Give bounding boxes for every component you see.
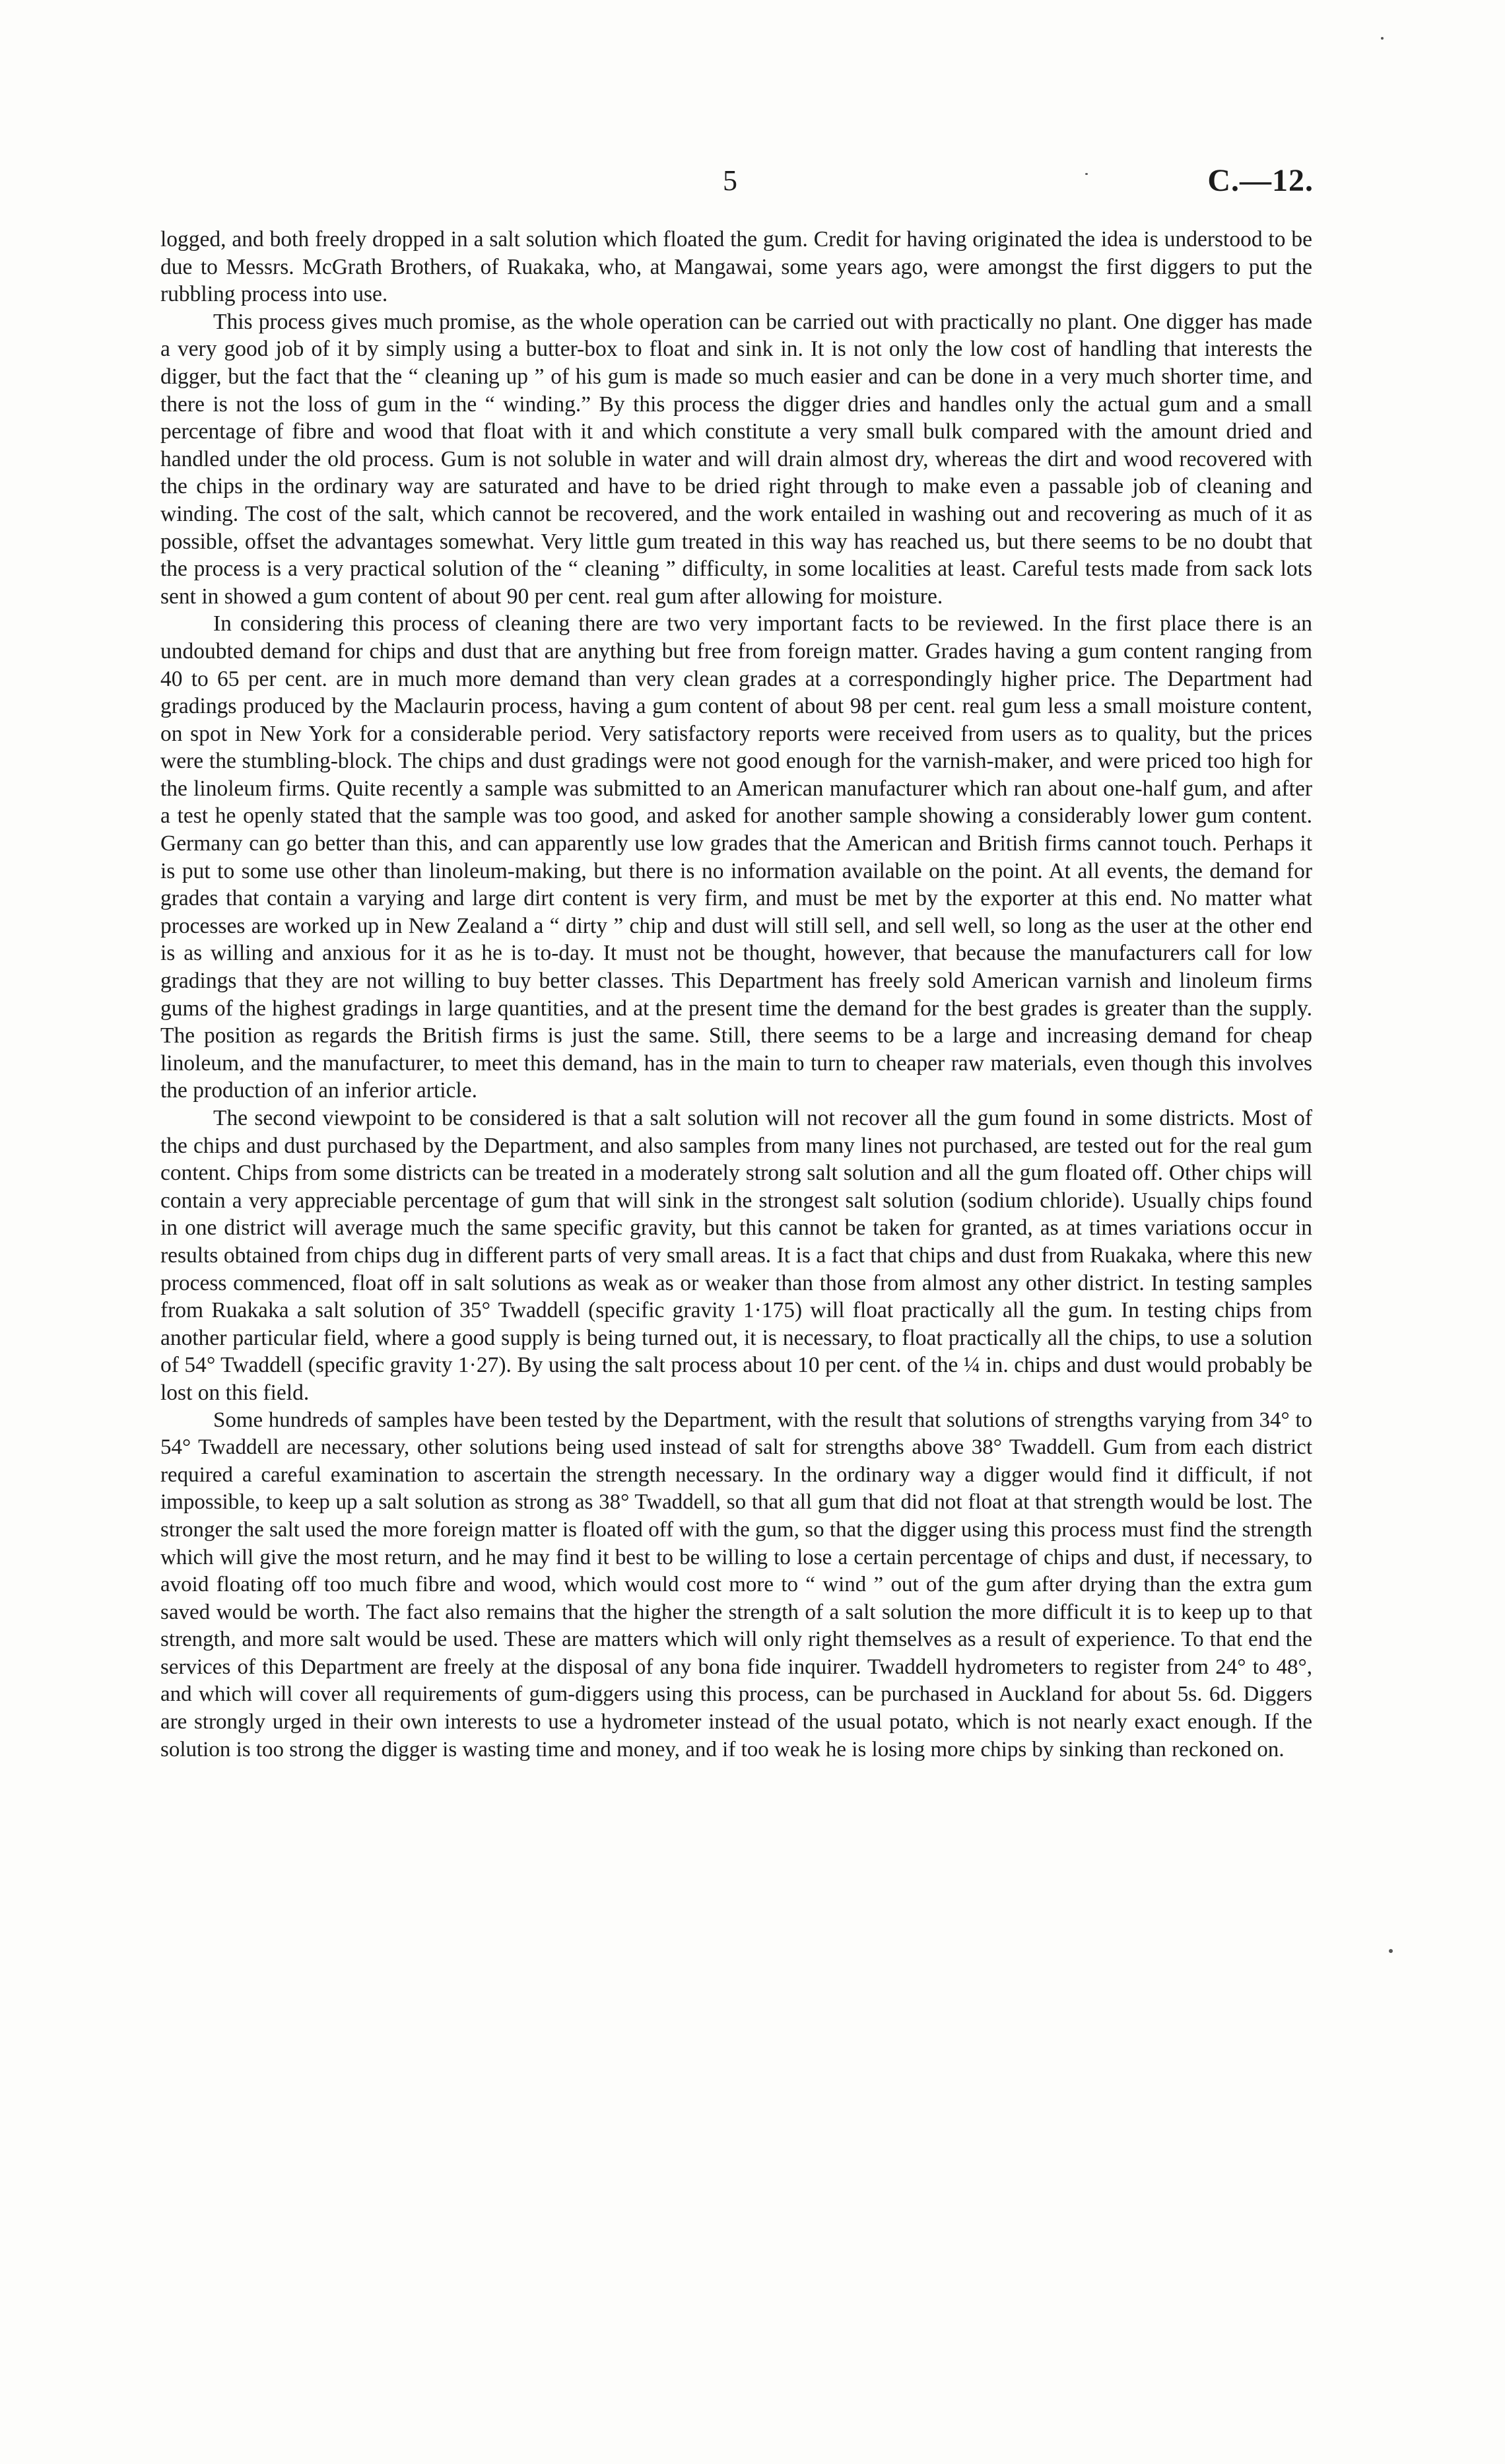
paragraph-process-promise: This process gives much promise, as the whole operation can be carried out with practically no plant. One digger has made a very good job of it by simply using a butter-box to float and sink in. It is not only the low cost of handling that interests the digger, but the fact that the “ cleaning up ” of his gum is made so much easier and can be done in a very much shorter time, and there is not the loss of gum in the “ winding.” By this process the digger dries and handles only the actual gum and a small percentage of fibre and wood that float with it and which constitute a very small bulk compared with the amount dried and handled under the old process. Gum is not soluble in water and will drain almost dry, whereas the dirt and wood recovered with the chips in the ordinary way are saturated and have to be dried right through to make even a passable job of cleaning and winding. The cost of the salt, which cannot be recovered, and the work entailed in washing out and recovering as much of it as possible, offset the advantages somewhat. Very little gum treated in this way has reached us, but there seems to be no doubt that the process is a very practical solution of the “ cleaning ” difficulty, in some localities at least. Careful tests made from sack lots sent in showed a gum content of about 90 per cent. real gum after allowing for moisture.: [160, 309, 1312, 609]
paragraph-samples-tested: Some hundreds of samples have been tested by the Department, with the result that solutions of strengths varying from 34° to 54° Twaddell are necessary, other solutions being used instead of salt for strengths above 38° Twaddell. Gum from each district required a careful examination to ascertain the strength necessary. In the ordinary way a digger would find it difficult, if not impossible, to keep up a salt solution as strong as 38° Twaddell, so that all gum that did not float at that strength would be lost. The stronger the salt used the more foreign matter is floated off with the gum, so that the digger using this process must find the strength which will give the most return, and he may find it best to be willing to lose a certain percentage of chips and dust, if necessary, to avoid floating off too much fibre and wood, which would cost more to “ wind ” out of the gum after drying than the extra gum saved would be worth. The fact also remains that the higher the strength of a salt solution the more difficult it is to keep up to that strength, and more salt would be used. These are matters which will only right themselves as a result of experience. To that end the services of this Department are freely at the disposal of any bona fide inquirer. Twaddell hydrometers to register from 24° to 48°, and which will cover all requirements of gum-diggers using this process, can be purchased in Auckland for about 5s. 6d. Diggers are strongly urged in their own interests to use a hydrometer instead of the usual potato, which is not nearly exact enough. If the solution is too strong the digger is wasting time and money, and if too weak he is losing more chips by sinking than reckoned on.: [160, 1408, 1312, 1762]
scan-speck: [1389, 1949, 1393, 1953]
paragraph-continued: logged, and both freely dropped in a salt solution which floated the gum. Credit for having originated the idea is understood to be due to Messrs. McGrath Brothers, of Ruakaka, who, at Mangawai, some years ago, were amongst the first diggers to put the rubbling process into use.: [160, 227, 1312, 307]
body-text: [160, 226, 1312, 1763]
scan-speck: [1085, 173, 1088, 175]
paragraph-second-viewpoint: The second viewpoint to be considered is that a salt solution will not recover all the gum found in some districts. Most of the chips and dust purchased by the Department, and also samples from many lines not purchased, are tested out for the real gum content. Chips from some districts can be treated in a moderately strong salt solution and all the gum floated off. Other chips will contain a very appreciable percentage of gum that will sink in the strongest salt solution (sodium chloride). Usually chips found in one district will average much the same specific gravity, but this cannot be taken for granted, as at times variations occur in results obtained from chips dug in different parts of very small areas. It is a fact that chips and dust from Ruakaka, where this new process commenced, float off in salt solutions as weak as or weaker than those from almost any other district. In testing samples from Ruakaka a salt solution of 35° Twaddell (specific gravity 1·175) will float practically all the gum. In testing chips from another particular field, where a good supply is being turned out, it is necessary, to float practically all the chips, to use a solution of 54° Twaddell (specific gravity 1·27). By using the salt process about 10 per cent. of the ¼ in. chips and dust would probably be lost on this field.: [160, 1106, 1312, 1405]
scan-speck: [1381, 37, 1384, 40]
page-header: [0, 161, 1505, 207]
document-code: C.—12.: [1207, 163, 1314, 198]
page-number: 5: [723, 164, 737, 197]
paragraph-considering-cleaning: In considering this process of cleaning there are two very important facts to be reviewed. In the first place there is an undoubted demand for chips and dust that are anything but free from foreign matter. Grades having a gum content ranging from 40 to 65 per cent. are in much more demand than very clean grades at a correspondingly higher price. The Department had gradings produced by the Maclaurin process, having a gum content of about 98 per cent. real gum less a small moisture content, on spot in New York for a considerable period. Very satisfactory reports were received from users as to quality, but the prices were the stumbling-block. The chips and dust gradings were not good enough for the varnish-maker, and were priced too high for the linoleum firms. Quite recently a sample was submitted to an American manufacturer which ran about one-half gum, and after a test he openly stated that the sample was too good, and asked for another sample showing a considerably lower gum content. Germany can go better than this, and can apparently use low grades that the American and British firms cannot touch. Perhaps it is put to some use other than linoleum-making, but there is no information available on the point. At all events, the demand for grades that contain a varying and large dirt content is very firm, and must be met by the exporter at this end. No matter what processes are worked up in New Zealand a “ dirty ” chip and dust will still sell, and sell well, so long as the user at the other end is as willing and anxious for it as he is to-day. It must not be thought, however, that because the manufacturers call for low gradings that they are not willing to buy better classes. This Department has freely sold American varnish and linoleum firms gums of the highest gradings in large quantities, and at the present time the demand for the best grades is greater than the supply. The position as regards the British firms is just the same. Still, there seems to be a large and increasing demand for cheap linoleum, and the manufacturer, to meet this demand, has in the main to turn to cheaper raw materials, even though this involves the production of an inferior article.: [160, 611, 1312, 1103]
